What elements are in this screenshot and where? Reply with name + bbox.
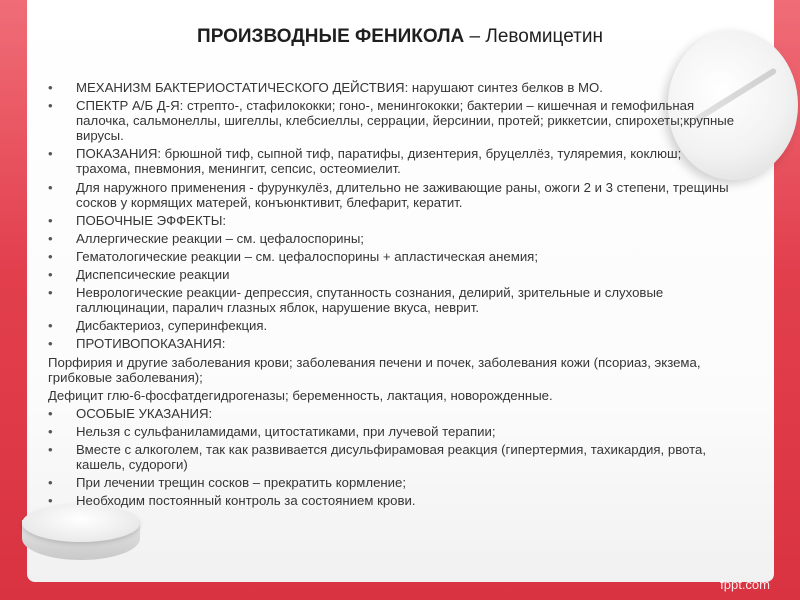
bullet-item: • ПРОТИВОПОКАЗАНИЯ:	[48, 336, 738, 351]
bullet-item: • ОСОБЫЕ УКАЗАНИЯ:	[48, 406, 738, 421]
text-line: Дефицит глю-6-фосфатдегидрогеназы; беременность, лактация, новорожденные.	[48, 387, 553, 403]
bullet-item: • СПЕКТР А/Б Д-Я: стрепто-, стафилококки; гоно-, менингококки; бактерии – кишечная и гемофильная палочка, сальмонеллы, шигеллы, клебсиеллы, серрации, йерсинии, протей; риккетсии, спирохеты;крупные вирусы.	[48, 98, 738, 143]
slide-body	[48, 80, 738, 511]
bullet-item: • ПОКАЗАНИЯ: брюшной тиф, сыпной тиф, паратифы, дизентерия, бруцеллёз, туляремия, коклюш; трахома, пневмония, менингит, сепсис, остеомиелит.	[48, 146, 738, 176]
title-bold: ПРОИЗВОДНЫЕ ФЕНИКОЛА	[197, 26, 465, 47]
title-rest: – Левомицетин	[464, 26, 603, 47]
bullet-item: • Неврологические реакции- депрессия, спутанность сознания, делирий, зрительные и слуховые галлюцинации, паралич глазных яблок, нарушение вкуса, неврит.	[48, 285, 738, 315]
bullet-item: • МЕХАНИЗМ БАКТЕРИОСТАТИЧЕСКОГО ДЕЙСТВИЯ: нарушают синтез белков в МО.	[48, 80, 738, 95]
bullet-item: • Вместе с алкоголем, так как развивается дисульфирамовая реакция (гипертермия, тахикардия, рвота, кашель, судороги)	[48, 442, 738, 472]
text-line: Порфирия и другие заболевания крови; заболевания печени и почек, заболевания кожи (псориаз, экзема, грибковые заболевания);	[48, 354, 701, 385]
bullet-item: • Нельзя с сульфаниламидами, цитостатиками, при лучевой терапии;	[48, 424, 738, 439]
bullet-item: • ПОБОЧНЫЕ ЭФФЕКТЫ:	[48, 213, 738, 228]
bullet-item: • Дисбактериоз, суперинфекция.	[48, 318, 738, 333]
bullet-item: • Для наружного применения - фурункулёз, длительно не заживающие раны, ожоги 2 и 3 степени, трещины сосков у кормящих матерей, конъюнктивит, блефарит, кератит.	[48, 180, 738, 210]
bullet-item: • При лечении трещин сосков – прекратить кормление;	[48, 475, 738, 490]
footer-brand: fppt.com	[720, 577, 770, 592]
bullet-item: • Аллергические реакции – см. цефалоспорины;	[48, 231, 738, 246]
bullet-item: • Диспепсические реакции	[48, 267, 738, 282]
bullet-item: • Гематологические реакции – см. цефалоспорины + апластическая анемия;	[48, 249, 738, 264]
bullet-item: • Необходим постоянный контроль за состоянием крови.	[48, 493, 738, 508]
slide-title	[0, 26, 800, 48]
